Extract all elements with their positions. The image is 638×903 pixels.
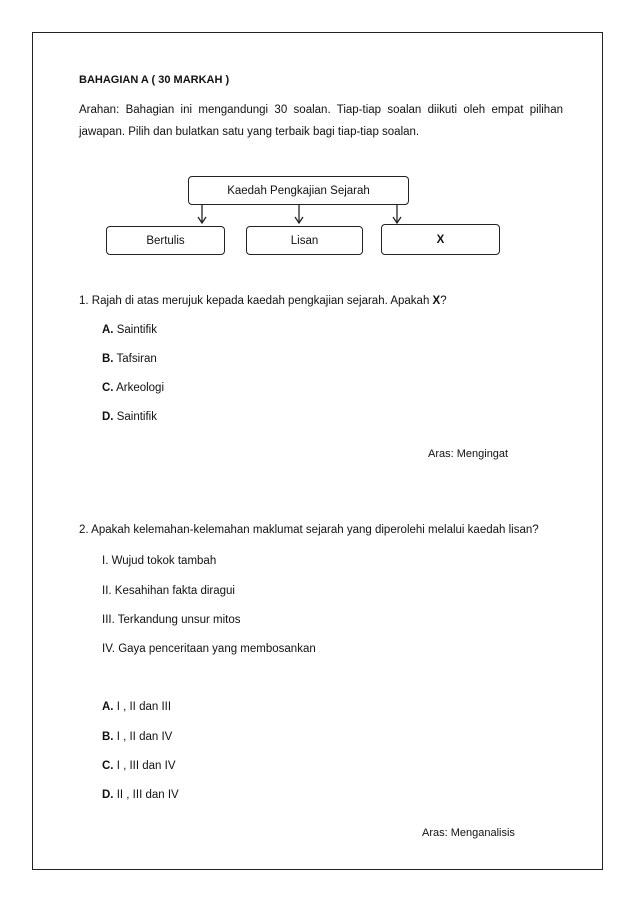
q1-option-d[interactable]: D. Saintifik	[102, 411, 157, 423]
q1-level: Aras: Mengingat	[428, 448, 509, 460]
diagram-label-x: X	[436, 233, 445, 246]
q2-statement-3: III. Terkandung unsur mitos	[102, 614, 241, 626]
diagram-arrows	[0, 0, 638, 260]
question-2-text: 2. Apakah kelemahan-kelemahan maklumat sejarah yang diperolehi melalui kaedah lisan?	[79, 524, 539, 536]
q2-statement-1: I. Wujud tokok tambah	[102, 555, 217, 567]
diagram-box-x	[381, 224, 500, 255]
q2-level: Aras: Menganalisis	[422, 827, 515, 839]
q2-statement-4: IV. Gaya penceritaan yang membosankan	[102, 643, 316, 655]
q1-option-a[interactable]: A. Saintifik	[102, 324, 157, 336]
q2-option-d[interactable]: D. II , III dan IV	[102, 789, 179, 801]
q1-option-c[interactable]: C. Arkeologi	[102, 382, 165, 394]
diagram-top-label: Kaedah Pengkajian Sejarah	[227, 184, 370, 197]
question-1-text: 1. Rajah di atas merujuk kepada kaedah pengkajian sejarah. Apakah X?	[79, 295, 447, 307]
section-title: BAHAGIAN A ( 30 MARKAH )	[79, 74, 230, 86]
diagram-label-lisan: Lisan	[290, 234, 319, 247]
q1-option-b[interactable]: B. Tafsiran	[102, 353, 157, 365]
section-instructions: Arahan: Bahagian ini mengandungi 30 soalan. Tiap-tiap soalan diikuti oleh empat pilihan jawapan. Pilih dan bulatkan satu yang terbaik bagi tiap-tiap soalan.	[79, 104, 563, 138]
q2-option-a[interactable]: A. I , II dan III	[102, 701, 172, 713]
diagram-label-bertulis: Bertulis	[146, 234, 185, 247]
diagram-box-bertulis	[106, 226, 225, 255]
q2-statement-2: II. Kesahihan fakta diragui	[102, 585, 235, 597]
q2-option-b[interactable]: B. I , II dan IV	[102, 731, 173, 743]
diagram-box-lisan	[246, 226, 363, 255]
q2-option-c[interactable]: C. I , III dan IV	[102, 760, 176, 772]
